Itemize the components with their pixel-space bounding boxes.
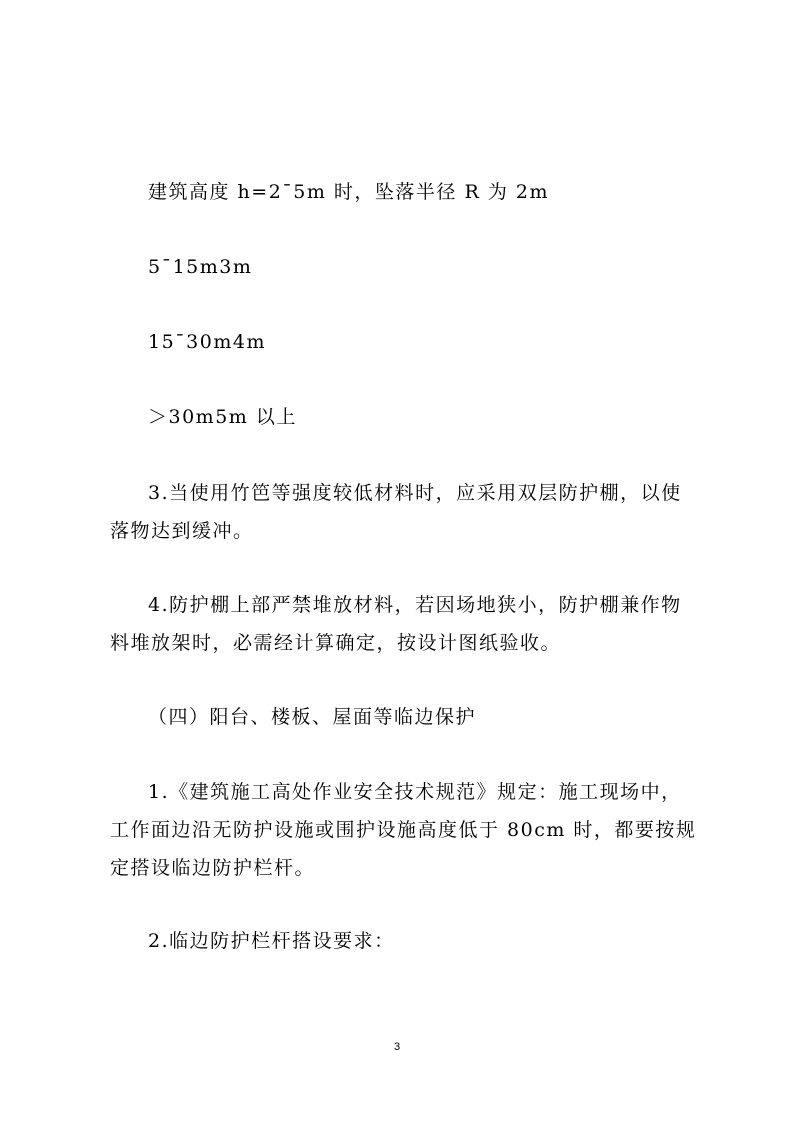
paragraph-spec-line-2: 工作面边沿无防护设施或围护设施高度低于 80cm 时，都要按规 bbox=[110, 819, 697, 841]
paragraph-spec-line-1: 1.《建筑施工高处作业安全技术规范》规定：施工现场中， bbox=[148, 781, 682, 803]
page-number: 3 bbox=[393, 1041, 401, 1053]
paragraph-item-4-line-2: 料堆放架时，必需经计算确定，按设计图纸验收。 bbox=[110, 632, 562, 654]
paragraph-fall-radius-line: 建筑高度 h=2¯5m 时，坠落半径 R 为 2m bbox=[148, 181, 549, 203]
paragraph-item-3-line-1: 3.当使用竹笆等强度较低材料时，应采用双层防护棚，以使 bbox=[148, 482, 682, 504]
paragraph-item-4-line-1: 4.防护棚上部严禁堆放材料，若因场地狭小，防护棚兼作物 bbox=[148, 594, 682, 616]
paragraph-height-5-15: 5¯15m3m bbox=[148, 256, 253, 278]
section-heading-edge-protection: （四）阳台、楼板、屋面等临边保护 bbox=[148, 706, 477, 728]
paragraph-item-3-line-2: 落物达到缓冲。 bbox=[110, 520, 254, 542]
paragraph-height-over-30: ＞30m5m 以上 bbox=[148, 406, 297, 428]
paragraph-height-15-30: 15¯30m4m bbox=[148, 331, 266, 353]
paragraph-railing-requirements: 2.临边防护栏杆搭设要求： bbox=[148, 930, 395, 952]
paragraph-spec-line-3: 定搭设临边防护栏杆。 bbox=[110, 857, 316, 879]
